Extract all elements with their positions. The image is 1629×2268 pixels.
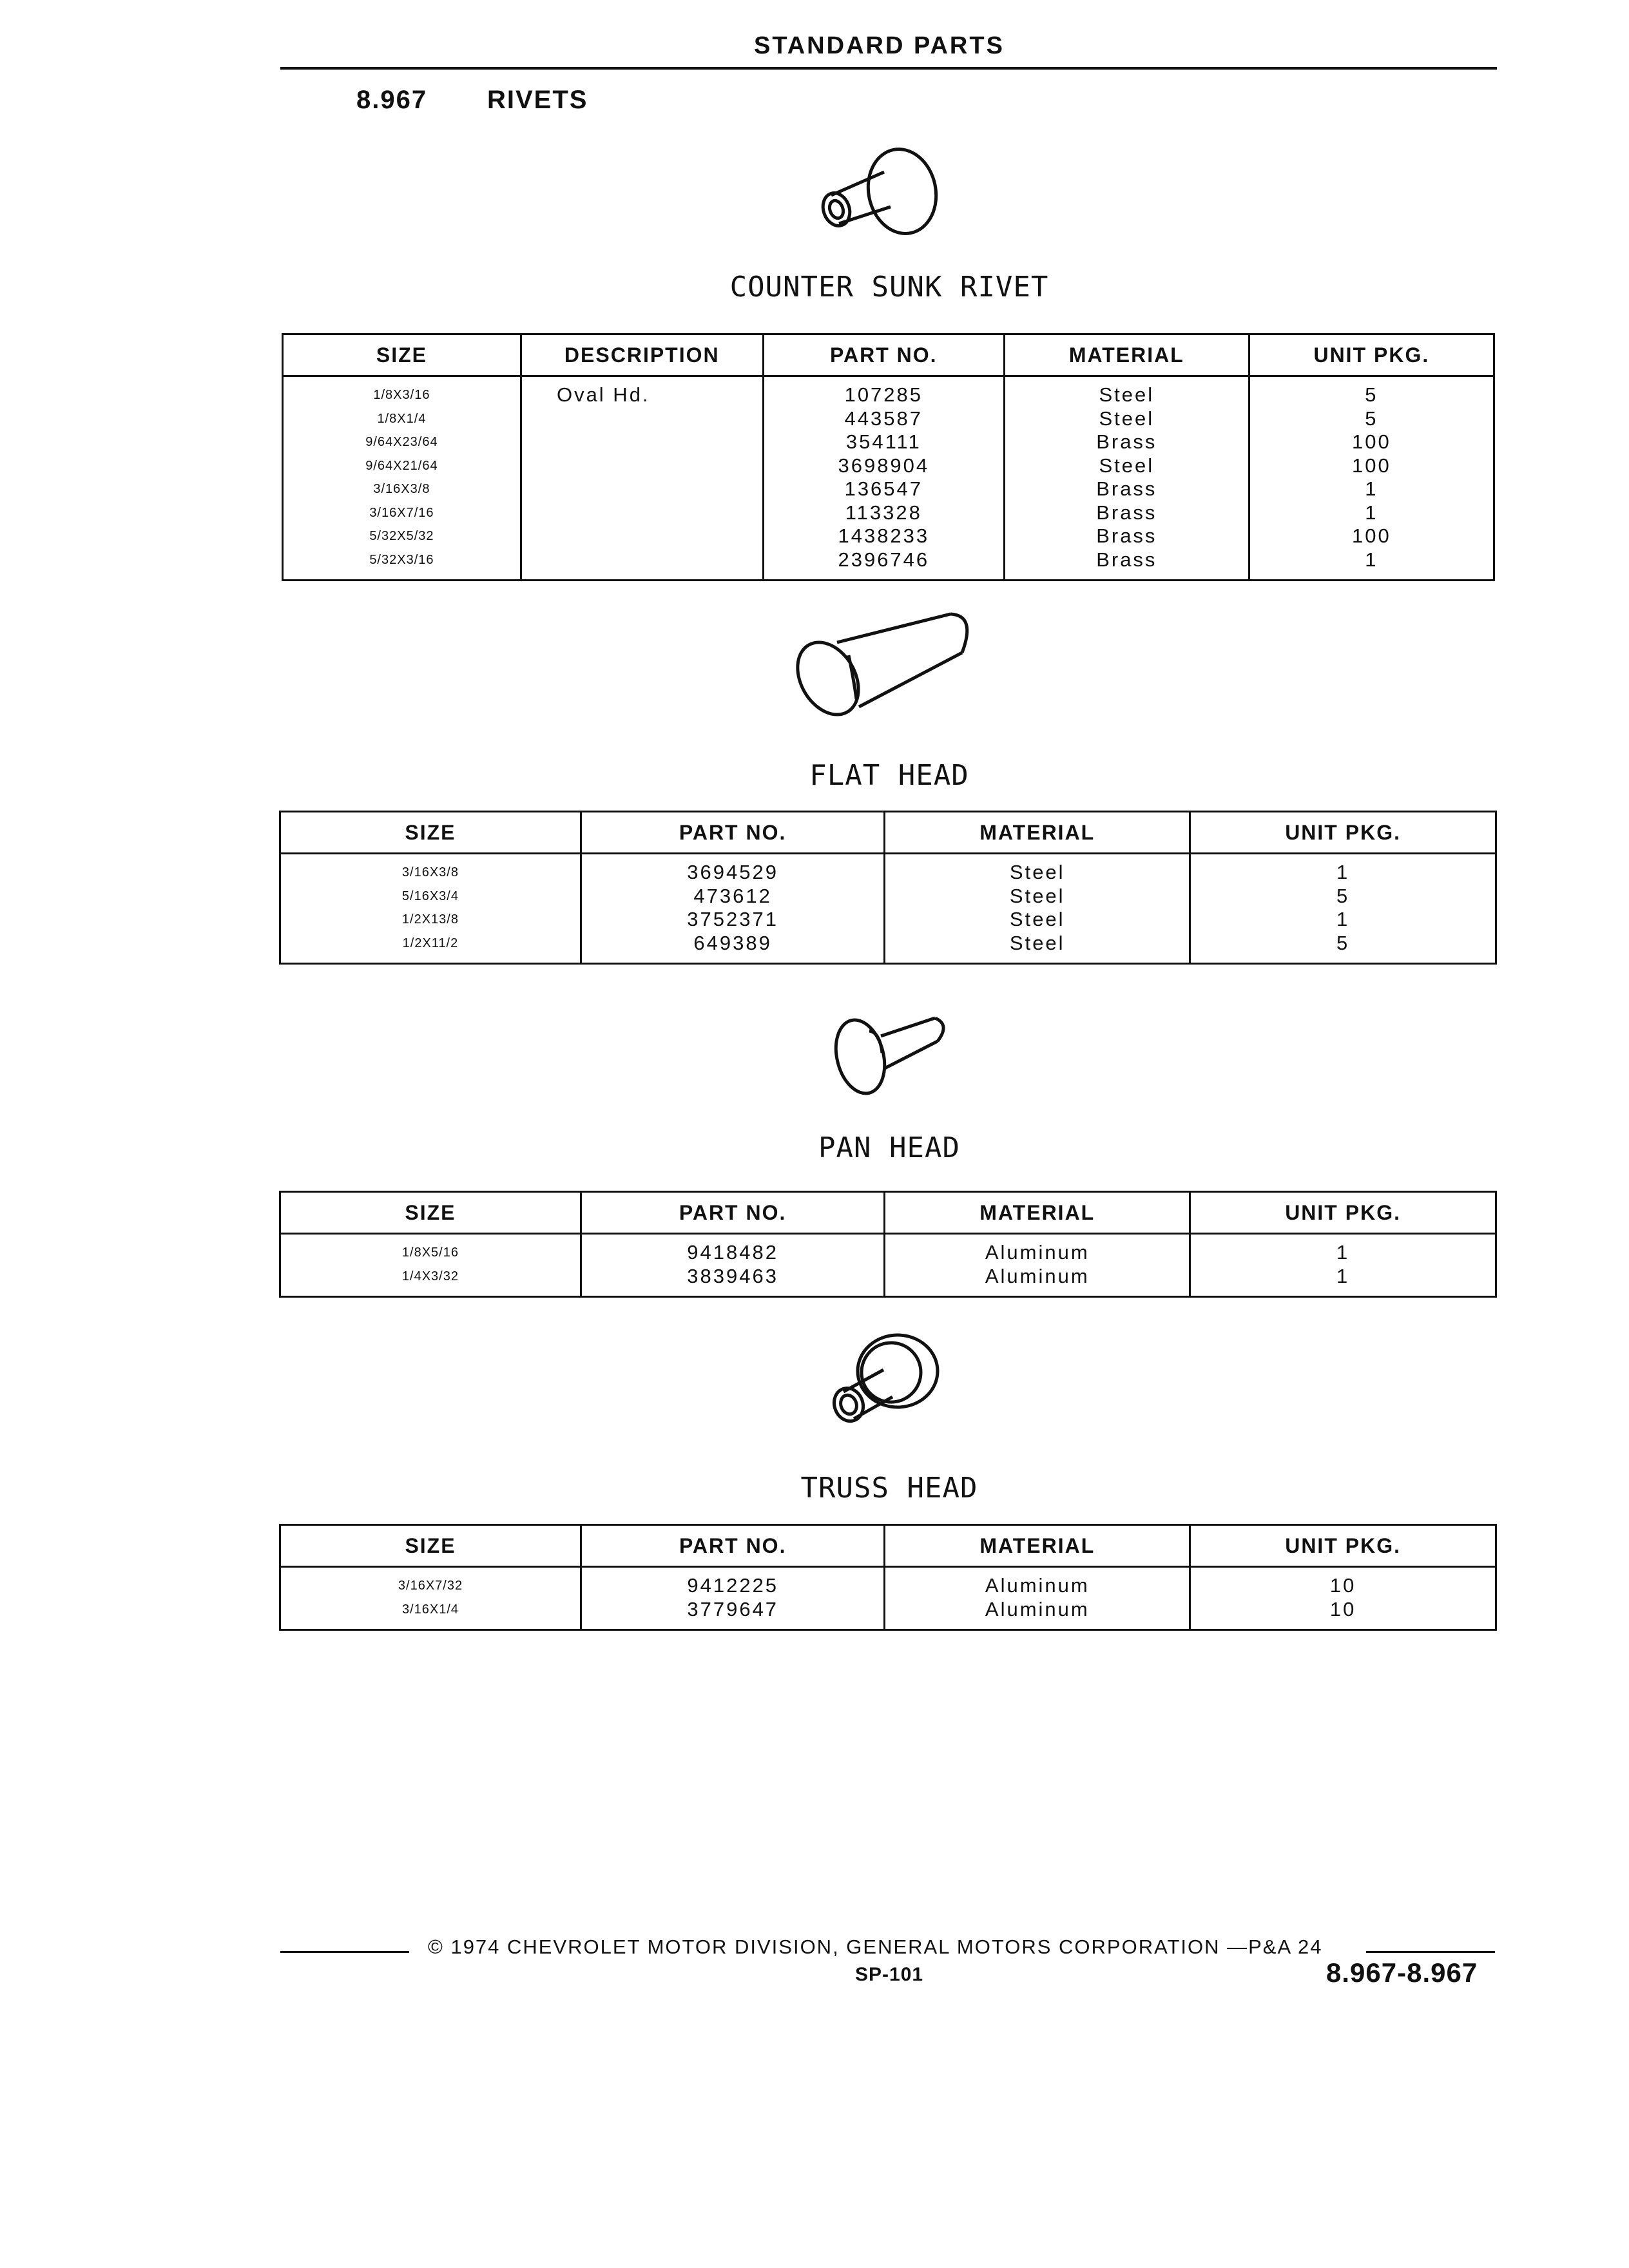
section-name: RIVETS xyxy=(487,86,588,114)
table-body-row xyxy=(280,854,1496,964)
footer-copyright: © 1974 CHEVROLET MOTOR DIVISION, GENERAL MOTORS CORPORATION —P&A 24 xyxy=(428,1936,1323,1958)
size-value: 3/16X3/8 xyxy=(373,482,430,496)
part-no-value: 3779647 xyxy=(687,1597,779,1620)
unit-pkg-value: 100 xyxy=(1351,454,1391,477)
column-header-unit-pkg: UNIT PKG. xyxy=(1190,1525,1496,1567)
material-column xyxy=(885,1234,1190,1297)
part-no-value: 107285 xyxy=(844,383,923,406)
unit-pkg-value: 5 xyxy=(1365,407,1378,430)
header-rule xyxy=(280,67,1497,70)
part-no-value: 2396746 xyxy=(838,548,930,571)
unit-pkg-column xyxy=(1249,376,1494,581)
material-value: Brass xyxy=(1096,524,1157,547)
column-header-material: MATERIAL xyxy=(1004,334,1249,376)
material-value: Brass xyxy=(1096,548,1157,571)
truss-head-rivet-illustration xyxy=(822,1327,950,1434)
size-value: 1/8X3/16 xyxy=(373,388,430,402)
size-value: 3/16X7/16 xyxy=(369,505,434,520)
footer-rule-left xyxy=(280,1951,409,1953)
material-column xyxy=(885,854,1190,964)
counter-sunk-table xyxy=(282,333,1495,581)
material-value: Brass xyxy=(1096,501,1157,524)
unit-pkg-value: 1 xyxy=(1365,548,1378,571)
part-no-value: 1438233 xyxy=(838,524,930,547)
size-value: 3/16X7/32 xyxy=(398,1579,463,1593)
column-header-part-no: PART NO. xyxy=(581,1192,884,1234)
unit-pkg-column xyxy=(1190,1234,1496,1297)
pan-head-table xyxy=(279,1191,1497,1298)
column-header-part-no: PART NO. xyxy=(581,1525,885,1567)
material-value: Steel xyxy=(1009,931,1065,954)
material-value: Brass xyxy=(1096,430,1157,453)
unit-pkg-value: 10 xyxy=(1329,1597,1356,1620)
part-no-value: 649389 xyxy=(693,931,772,954)
size-value: 3/16X1/4 xyxy=(401,1602,459,1617)
material-value: Aluminum xyxy=(985,1264,1090,1287)
column-header-material: MATERIAL xyxy=(885,1525,1190,1567)
counter-sunk-rivet-illustration xyxy=(812,145,954,251)
size-value: 5/32X5/32 xyxy=(369,529,434,543)
size-column xyxy=(280,1567,581,1630)
flat-head-caption: FLAT HEAD xyxy=(809,759,969,792)
column-header-size: SIZE xyxy=(280,1525,581,1567)
part-no-value: 136547 xyxy=(844,477,923,500)
footer-rule-right xyxy=(1366,1951,1495,1953)
counter-sunk-caption: COUNTER SUNK RIVET xyxy=(729,271,1049,303)
column-header-description: DESCRIPTION xyxy=(521,334,763,376)
material-value: Brass xyxy=(1096,477,1157,500)
part-no-value: 354111 xyxy=(845,430,921,453)
column-header-size: SIZE xyxy=(280,812,581,854)
material-column xyxy=(885,1567,1190,1630)
material-value: Steel xyxy=(1009,861,1065,883)
flat-head-rivet-illustration xyxy=(789,602,983,728)
part-no-value: 443587 xyxy=(844,407,923,430)
part-no-value: 9418482 xyxy=(687,1241,778,1264)
part-no-column xyxy=(763,376,1004,581)
table-body-row xyxy=(283,376,1494,581)
material-value: Aluminum xyxy=(985,1597,1090,1620)
part-no-value: 3698904 xyxy=(838,454,930,477)
unit-pkg-value: 100 xyxy=(1351,524,1391,547)
table-body-row xyxy=(280,1567,1496,1630)
unit-pkg-value: 1 xyxy=(1365,477,1378,500)
table-body-row xyxy=(280,1234,1496,1297)
description-column xyxy=(521,376,763,581)
unit-pkg-column xyxy=(1190,1567,1496,1630)
section-number: 8.967 xyxy=(356,86,428,114)
pan-head-rivet-illustration xyxy=(828,1005,957,1102)
pan-head-caption: PAN HEAD xyxy=(818,1131,960,1164)
size-value: 5/32X3/16 xyxy=(369,552,434,567)
material-column xyxy=(1004,376,1249,581)
part-no-column xyxy=(581,1567,885,1630)
part-no-value: 3752371 xyxy=(687,908,778,930)
truss-head-caption: TRUSS HEAD xyxy=(800,1472,978,1504)
unit-pkg-value: 1 xyxy=(1336,1241,1350,1264)
unit-pkg-column xyxy=(1190,854,1496,964)
unit-pkg-value: 100 xyxy=(1351,430,1391,453)
part-no-value: 113328 xyxy=(845,501,922,524)
material-value: Aluminum xyxy=(985,1574,1090,1597)
unit-pkg-value: 5 xyxy=(1336,931,1350,954)
part-no-value: 9412225 xyxy=(687,1574,779,1597)
material-value: Aluminum xyxy=(985,1241,1090,1264)
size-value: 5/16X3/4 xyxy=(401,889,459,903)
size-value: 1/2X13/8 xyxy=(401,912,459,927)
size-value: 1/8X1/4 xyxy=(377,411,427,426)
part-no-value: 473612 xyxy=(693,884,772,907)
size-value: 1/4X3/32 xyxy=(401,1269,459,1283)
size-column xyxy=(280,854,581,964)
part-no-column xyxy=(581,1234,884,1297)
flat-head-table xyxy=(279,811,1497,965)
size-column xyxy=(280,1234,581,1297)
unit-pkg-value: 1 xyxy=(1365,501,1378,524)
part-no-column xyxy=(581,854,884,964)
column-header-size: SIZE xyxy=(283,334,521,376)
material-value: Steel xyxy=(1009,884,1065,907)
column-header-part-no: PART NO. xyxy=(763,334,1004,376)
column-header-part-no: PART NO. xyxy=(581,812,884,854)
column-header-material: MATERIAL xyxy=(885,812,1190,854)
part-no-value: 3694529 xyxy=(687,861,778,883)
unit-pkg-value: 1 xyxy=(1336,1264,1350,1287)
size-value: 9/64X21/64 xyxy=(365,458,438,473)
unit-pkg-value: 5 xyxy=(1365,383,1378,406)
material-value: Steel xyxy=(1099,454,1155,477)
column-header-unit-pkg: UNIT PKG. xyxy=(1249,334,1494,376)
footer-page-number: 8.967-8.967 xyxy=(1326,1957,1478,1988)
column-header-material: MATERIAL xyxy=(885,1192,1190,1234)
footer-code: SP-101 xyxy=(855,1964,924,1985)
page-header-title: STANDARD PARTS xyxy=(754,32,1005,59)
part-no-value: 3839463 xyxy=(687,1264,778,1287)
unit-pkg-value: 10 xyxy=(1329,1574,1356,1597)
unit-pkg-value: 5 xyxy=(1336,884,1350,907)
truss-head-table xyxy=(279,1524,1497,1631)
unit-pkg-value: 1 xyxy=(1336,861,1350,883)
size-value: 3/16X3/8 xyxy=(401,865,459,879)
description-value: Oval Hd. xyxy=(556,383,650,406)
column-header-unit-pkg: UNIT PKG. xyxy=(1190,812,1496,854)
column-header-unit-pkg: UNIT PKG. xyxy=(1190,1192,1496,1234)
material-value: Steel xyxy=(1099,407,1155,430)
size-value: 9/64X23/64 xyxy=(365,435,438,449)
unit-pkg-value: 1 xyxy=(1336,908,1350,930)
size-value: 1/8X5/16 xyxy=(401,1245,459,1260)
material-value: Steel xyxy=(1099,383,1155,406)
column-header-size: SIZE xyxy=(280,1192,581,1234)
material-value: Steel xyxy=(1009,908,1065,930)
size-value: 1/2X11/2 xyxy=(402,936,459,950)
